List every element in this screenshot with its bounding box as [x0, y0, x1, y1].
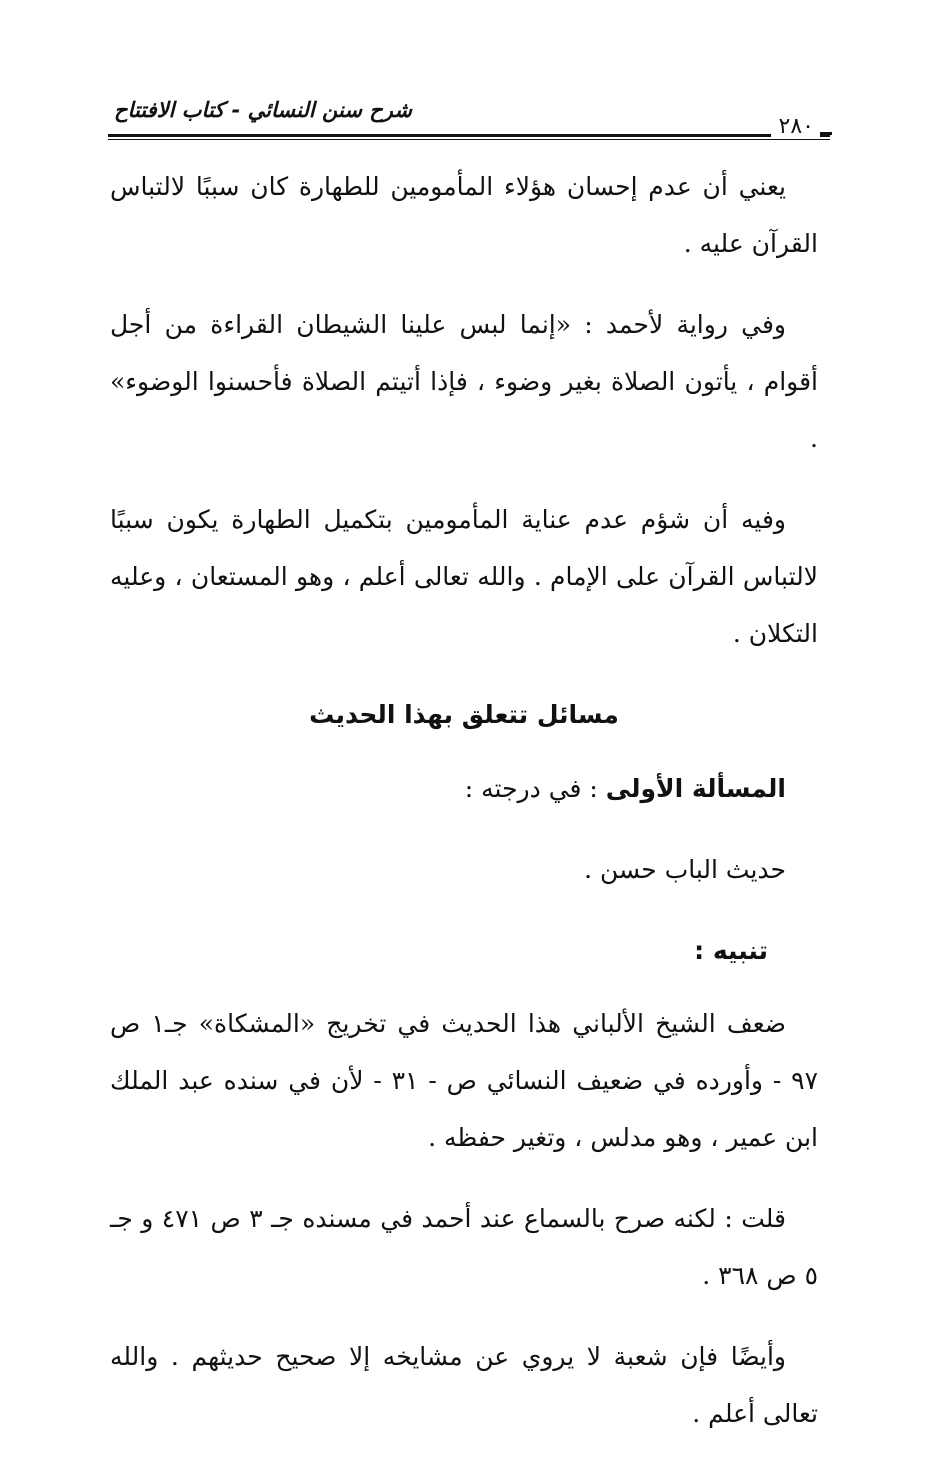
- page-number: ٢٨٠: [771, 114, 820, 139]
- paragraph-2: وفي رواية لأحمد : «إنما لبس علينا الشيطان القراءة من أجل أقوام ، يأتون الصلاة بغير وضوء ، فإذا أتيتم الصلاة فأحسنوا الوضوء» .: [110, 310, 818, 453]
- paragraph-4: حديث الباب حسن .: [584, 855, 786, 884]
- running-header: [100, 92, 830, 146]
- paragraph-5: ضعف الشيخ الألباني هذا الحديث في تخريج «المشكاة» جـ١ ص ٩٧ - وأورده في ضعيف النسائي ص - ٣١ - لأن في سنده عبد الملك ابن عمير ، وهو مدلس ، وتغير حفظه .: [110, 1009, 818, 1152]
- issue-1-text: : في درجته :: [464, 774, 606, 803]
- paragraph-7: وأيضًا فإن شعبة لا يروي عن مشايخه إلا صحيح حديثهم . والله تعالى أعلم .: [110, 1342, 818, 1428]
- body-text: [110, 158, 818, 1466]
- header-rule-thin: [108, 139, 830, 140]
- issue-1-label: المسألة الأولى: [605, 774, 786, 803]
- header-rule: [108, 134, 830, 137]
- note-heading: تنبيه :: [694, 936, 768, 965]
- issue-1-line: [110, 760, 818, 817]
- paragraph-6: قلت : لكنه صرح بالسماع عند أحمد في مسنده جـ ٣ ص ٤٧١ و جـ ٥ ص ٣٦٨ .: [110, 1204, 818, 1290]
- section-heading: مسائل تتعلق بهذا الحديث: [309, 700, 619, 729]
- paragraph-1: يعني أن عدم إحسان هؤلاء المأمومين للطهارة كان سببًا لالتباس القرآن عليه .: [110, 172, 818, 258]
- header-title: شرح سنن النسائي - كتاب الافتتاح: [114, 98, 412, 122]
- paragraph-3: وفيه أن شؤم عدم عناية المأمومين بتكميل الطهارة يكون سببًا لالتباس القرآن على الإمام . والله تعالى أعلم ، وهو المستعان ، وعليه التكلان .: [110, 505, 818, 648]
